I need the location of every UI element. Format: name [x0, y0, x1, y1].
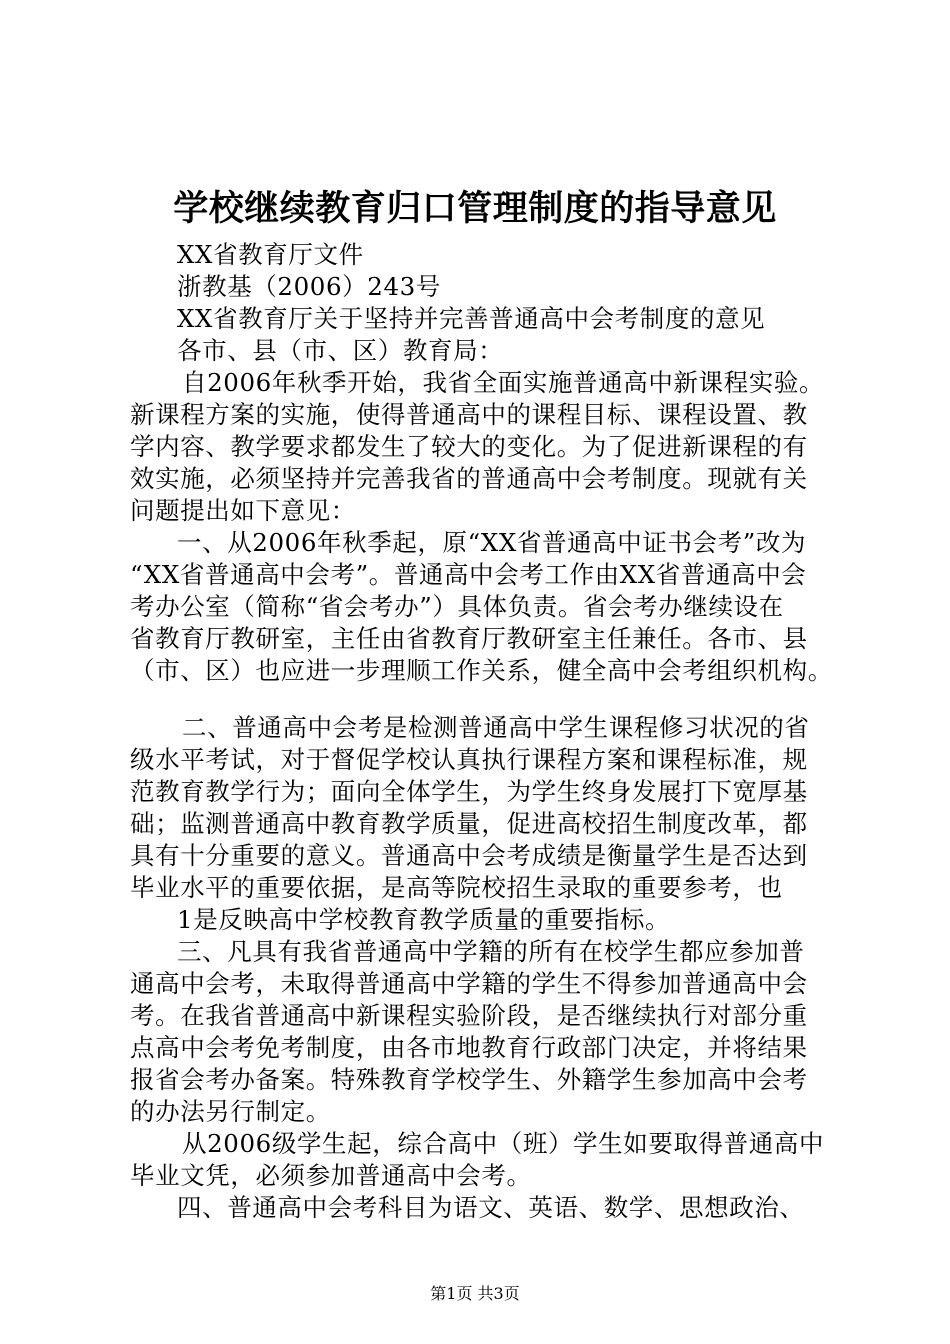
body-line: 考。在我省普通高中新课程实验阶段，是否继续执行对部分重 [130, 1001, 808, 1030]
body-line: 范教育教学行为；面向全体学生，为学生终身发展打下宽厚基 [130, 777, 808, 806]
body-line: 二、普通高中会考是检测普通高中学生课程修习状况的省 [182, 713, 810, 742]
body-line: 效实施，必须坚持并完善我省的普通高中会考制度。现就有关 [130, 464, 808, 493]
body-line: 四、普通高中会考科目为语文、英语、数学、思想政治、 [177, 1193, 805, 1222]
body-line: 点高中会考免考制度，由各市地教育行政部门决定，并将结果 [130, 1033, 808, 1062]
body-line: 通高中会考，未取得普通高中学籍的学生不得参加普通高中会 [130, 969, 808, 998]
body-line: （市、区）也应进一步理顺工作关系，健全高中会考组织机构。 [130, 656, 833, 685]
body-line: 报省会考办备案。特殊教育学校学生、外籍学生参加高中会考 [130, 1065, 808, 1094]
body-line: XX省教育厅文件 [177, 240, 364, 269]
body-line: 具有十分重要的意义。普通高中会考成绩是衡量学生是否达到 [130, 841, 808, 870]
body-line: 浙教基（2006）243号 [177, 272, 441, 301]
body-line: 自2006年秋季开始，我省全面实施普通高中新课程实验。 [182, 368, 825, 397]
body-line: 1是反映高中学校教育教学质量的重要指标。 [177, 905, 671, 934]
body-line: 省教育厅教研室，主任由省教育厅教研室主任兼任。各市、县 [130, 624, 808, 653]
page-number: 第1页 共3页 [430, 1284, 520, 1303]
body-line: 级水平考试，对于督促学校认真执行课程方案和课程标准，规 [130, 745, 808, 774]
body-line: 问题提出如下意见： [130, 496, 356, 525]
body-line: 一、从2006年秋季起，原“XX省普通高中证书会考”改为 [177, 528, 807, 557]
body-line: “XX省普通高中会考”。普通高中会考工作由XX省普通高中会 [130, 560, 807, 589]
body-line: 新课程方案的实施，使得普通高中的课程目标、课程设置、教 [130, 400, 808, 429]
body-line: 础；监测普通高中教育教学质量，促进高校招生制度改革，都 [130, 809, 808, 838]
body-line: 毕业文凭，必须参加普通高中会考。 [130, 1161, 532, 1190]
body-line: 毕业水平的重要依据，是高等院校招生录取的重要参考，也 [130, 873, 783, 902]
body-line: 考办公室（简称“省会考办”）具体负责。省会考办继续设在 [130, 592, 784, 621]
body-line: 各市、县（市、区）教育局： [177, 336, 504, 365]
body-line: 学内容、教学要求都发生了较大的变化。为了促进新课程的有 [130, 432, 808, 461]
body-line: XX省教育厅关于坚持并完善普通高中会考制度的意见 [177, 304, 766, 333]
body-line: 从2006级学生起，综合高中（班）学生如要取得普通高中 [182, 1129, 825, 1158]
body-line: 三、凡具有我省普通高中学籍的所有在校学生都应参加普 [177, 937, 805, 966]
body-line: 的办法另行制定。 [130, 1097, 331, 1126]
document-title: 学校继续教育归口管理制度的指导意见 [173, 188, 777, 229]
